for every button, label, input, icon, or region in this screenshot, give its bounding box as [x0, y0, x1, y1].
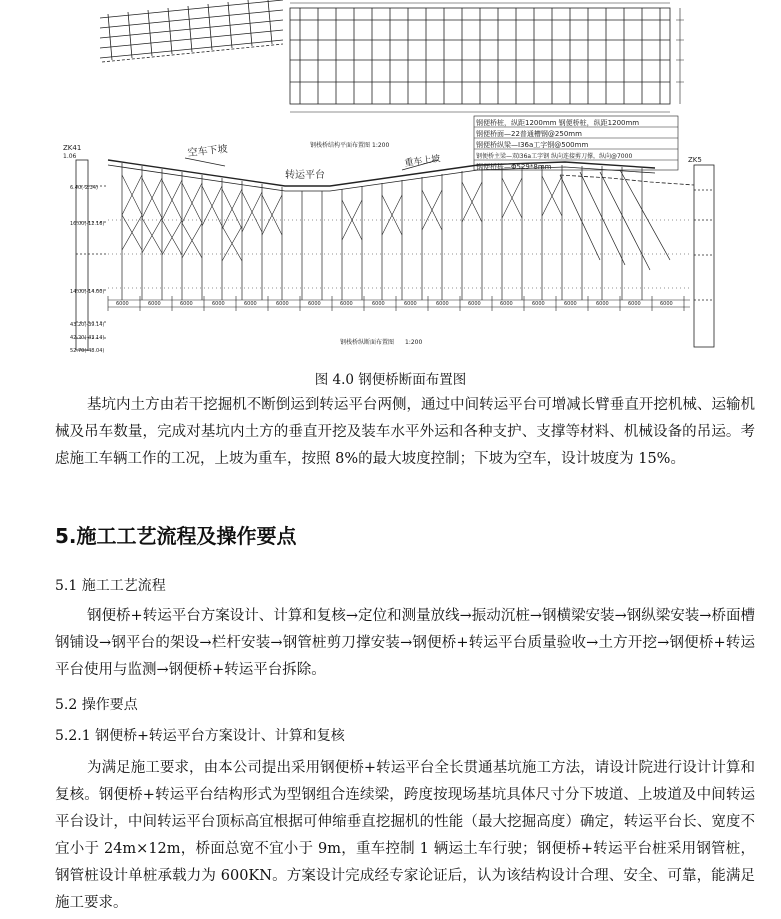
- top-drawing-title: 钢栈桥结构平面布置图: [310, 142, 371, 149]
- dim-label: 6000: [596, 301, 609, 307]
- dim-label: 6000: [308, 301, 321, 307]
- paragraph-design: 为满足施工要求，由本公司提出采用钢便桥+转运平台全长贯通基坑施工方法，请设计院进行设计计算和复核。钢便桥+转运平台结构形式为型钢组合连续梁，跨度按现场基坑具体尺寸分下坡道、上坡道及中间转运平台设计，中间转运平台顶标高宜根据可伸缩垂直挖掘机的性能（最大挖掘高度）确定，转运平台长、宽度不宜小于 24m×12m，桥面总宽不宜小于 9m，重车控制 1 辆运土车行驶；钢便桥+转运平台桩采用钢管桩，钢管桩设计单桩承载力为 600KN。方案设计完成经专家论证后，认为该结构设计合理、安全、可靠，能满足施工要求。: [55, 760, 755, 911]
- right-borehole: [694, 165, 714, 347]
- dim-label: 6000: [372, 301, 385, 307]
- spec-line-2: 钢便桥面—22普通槽钢@250mm: [476, 130, 582, 138]
- dim-label: 6000: [436, 301, 449, 307]
- dim-label: 6000: [628, 301, 641, 307]
- spec-line-4: 钢便桥主梁—双I36a工字钢 纵向连接剪刀撑，纵向@7000: [476, 153, 633, 160]
- elev-6: 52.70(-48.04): [70, 348, 105, 354]
- elev-5: 42.20(-43.14): [70, 335, 105, 341]
- elev-1: 6.40(-2.34): [70, 185, 98, 191]
- spec-line-5: 钢便桥桩—Φ529*8mm: [476, 163, 552, 171]
- right-hole-id: ZK5: [688, 156, 702, 164]
- bottom-drawing-title: 钢栈桥纵断面布置图: [340, 339, 395, 346]
- subheading-5-1: 5.1 施工工艺流程: [55, 578, 166, 594]
- dim-label: 6000: [276, 301, 289, 307]
- dim-label: 6000: [180, 301, 193, 307]
- dim-label: 6000: [148, 301, 161, 307]
- dim-label: 6000: [564, 301, 577, 307]
- dimension-labels: [116, 301, 673, 307]
- elev-3: 14.00(-14.00): [70, 289, 105, 295]
- top-drawing-scale: 1:200: [372, 142, 390, 149]
- dim-label: 6000: [244, 301, 257, 307]
- bridge-section-drawing: [0, 0, 781, 355]
- bottom-drawing-scale: 1:200: [405, 339, 423, 346]
- soil-layers: [108, 220, 690, 288]
- label-empty-down: 空车下坡: [187, 143, 229, 159]
- left-hole-id: ZK41: [63, 144, 82, 152]
- paragraph-intro: 基坑内土方由若干挖掘机不断倒运到转运平台两侧，通过中间转运平台可增减长臂垂直开挖机械、运输机械及吊车数量，完成对基坑内土方的垂直开挖及装车水平外运和各种支护、支撑等材料、机械设备的吊运。考虑施工车辆工作的工况，上坡为重车，按照 8%的最大坡度控制；下坡为空车，设计坡度为 15%。: [55, 397, 755, 467]
- spec-line-1: 钢便桥桩，纵距1200mm 钢便桥桩，纵距1200mm: [476, 119, 640, 127]
- spec-line-3: 钢便桥纵梁—I36a工字钢@500mm: [476, 141, 589, 149]
- paragraph-process-flow: 钢便桥+转运平台方案设计、计算和复核→定位和测量放线→振动沉桩→钢横梁安装→钢纵梁安装→桥面槽钢铺设→钢平台的架设→栏杆安装→钢管桩剪刀撑安装→钢便桥+转运平台质量验收→土方开挖→钢便桥+转运平台使用与监测→钢便桥+转运平台拆除。: [55, 608, 755, 678]
- figure-caption: 图 4.0 钢便桥断面布置图: [314, 372, 467, 388]
- elev-4: 43.20(-39.14): [70, 322, 105, 328]
- left-hole-sub: 1.06: [63, 153, 77, 160]
- dim-label: 6000: [340, 301, 353, 307]
- section-heading-5: 5.施工工艺流程及操作要点: [55, 524, 297, 548]
- dim-label: 6000: [116, 301, 129, 307]
- dim-label: 6000: [212, 301, 225, 307]
- label-platform: 转运平台: [285, 170, 325, 181]
- dim-label: 6000: [660, 301, 673, 307]
- dim-label: 6000: [404, 301, 417, 307]
- subheading-5-2-1: 5.2.1 钢便桥+转运平台方案设计、计算和复核: [55, 728, 345, 744]
- elev-2: 16.00(-12.16): [70, 221, 105, 227]
- dim-label: 6000: [532, 301, 545, 307]
- label-heavy-up: 重车上坡: [404, 154, 442, 169]
- dim-label: 6000: [500, 301, 513, 307]
- down-arrow: [185, 158, 225, 166]
- dim-label: 6000: [468, 301, 481, 307]
- plan-strip-left: [100, 0, 283, 62]
- plan-grid-right: [290, 3, 684, 112]
- subheading-5-2: 5.2 操作要点: [55, 697, 138, 713]
